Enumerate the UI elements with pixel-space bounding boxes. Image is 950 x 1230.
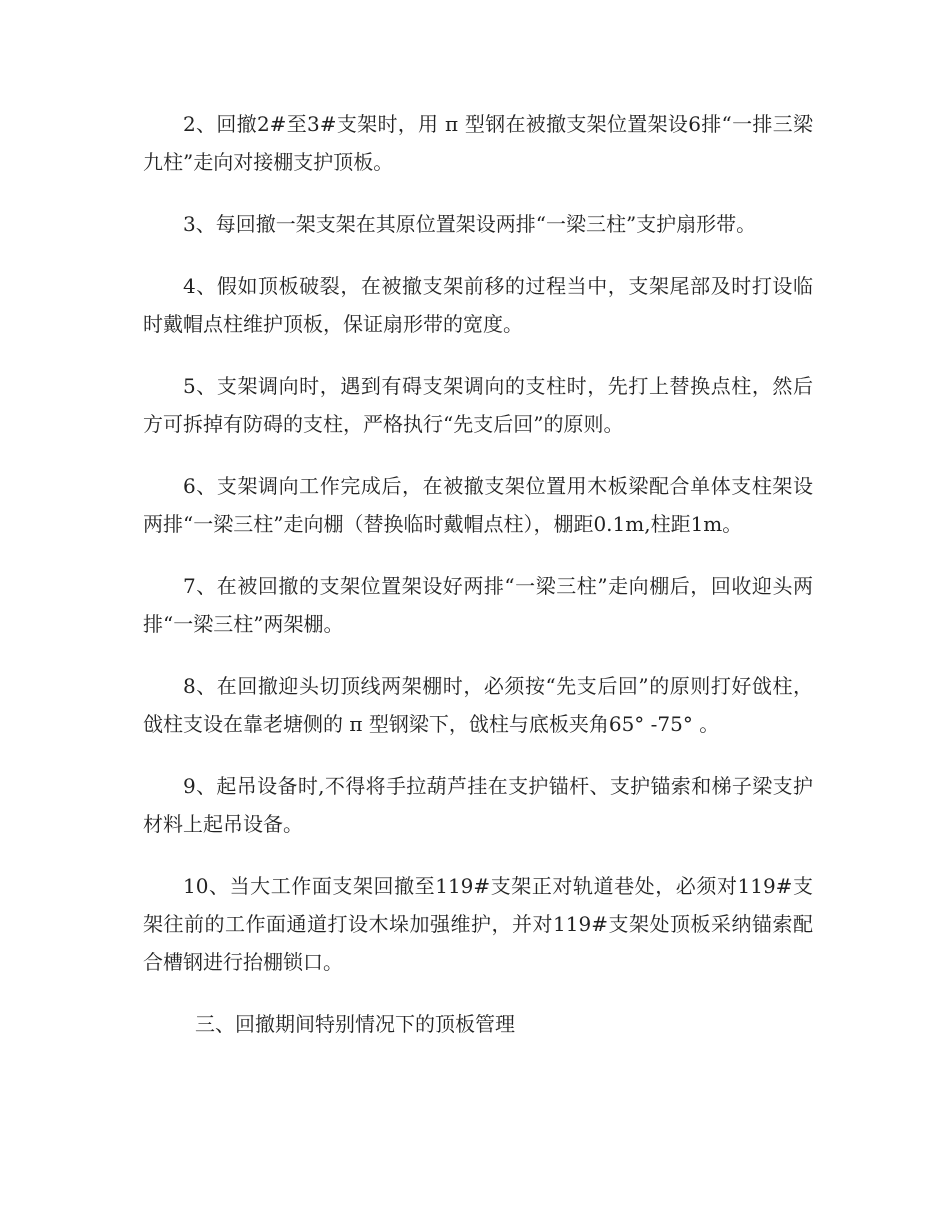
document-body [143,105,813,1043]
section-heading: 三、回撤期间特别情况下的顶板管理 [195,1012,515,1036]
paragraph-item-2: 2、回撤2#至3#支架时，用 π 型钢在被撤支架位置架设6排“一排三梁九柱”走向对接棚支护顶板。 [143,112,813,174]
paragraph-item-6: 6、支架调向工作完成后，在被撤支架位置用木板梁配合单体支柱架设两排“一梁三柱”走向棚（替换临时戴帽点柱），棚距0.1m,柱距1m。 [143,474,813,536]
paragraph-item-8: 8、在回撤迎头切顶线两架棚时，必须按“先支后回”的原则打好戗柱，戗柱支设在靠老塘侧的 π 型钢梁下，戗柱与底板夹角65° -75° 。 [143,674,813,736]
paragraph-item-3: 3、每回撤一架支架在其原位置架设两排“一梁三柱”支护扇形带。 [183,212,757,236]
paragraph-item-10: 10、当大工作面支架回撤至119#支架正对轨道巷处，必须对119#支架往前的工作面通道打设木垛加强维护，并对119#支架处顶板采纳锚索配合槽钢进行抬棚锁口。 [143,874,813,974]
paragraph-item-7: 7、在被回撤的支架位置架设好两排“一梁三柱”走向棚后，回收迎头两排“一梁三柱”两架棚。 [143,574,813,636]
paragraph-item-9: 9、起吊设备时,不得将手拉葫芦挂在支护锚杆、支护锚索和梯子梁支护材料上起吊设备。 [143,774,813,836]
paragraph-item-4: 4、假如顶板破裂，在被撤支架前移的过程当中，支架尾部及时打设临时戴帽点柱维护顶板，保证扇形带的宽度。 [143,274,813,336]
paragraph-item-5: 5、支架调向时，遇到有碍支架调向的支柱时，先打上替换点柱，然后方可拆掉有防碍的支柱，严格执行“先支后回”的原则。 [143,374,813,436]
